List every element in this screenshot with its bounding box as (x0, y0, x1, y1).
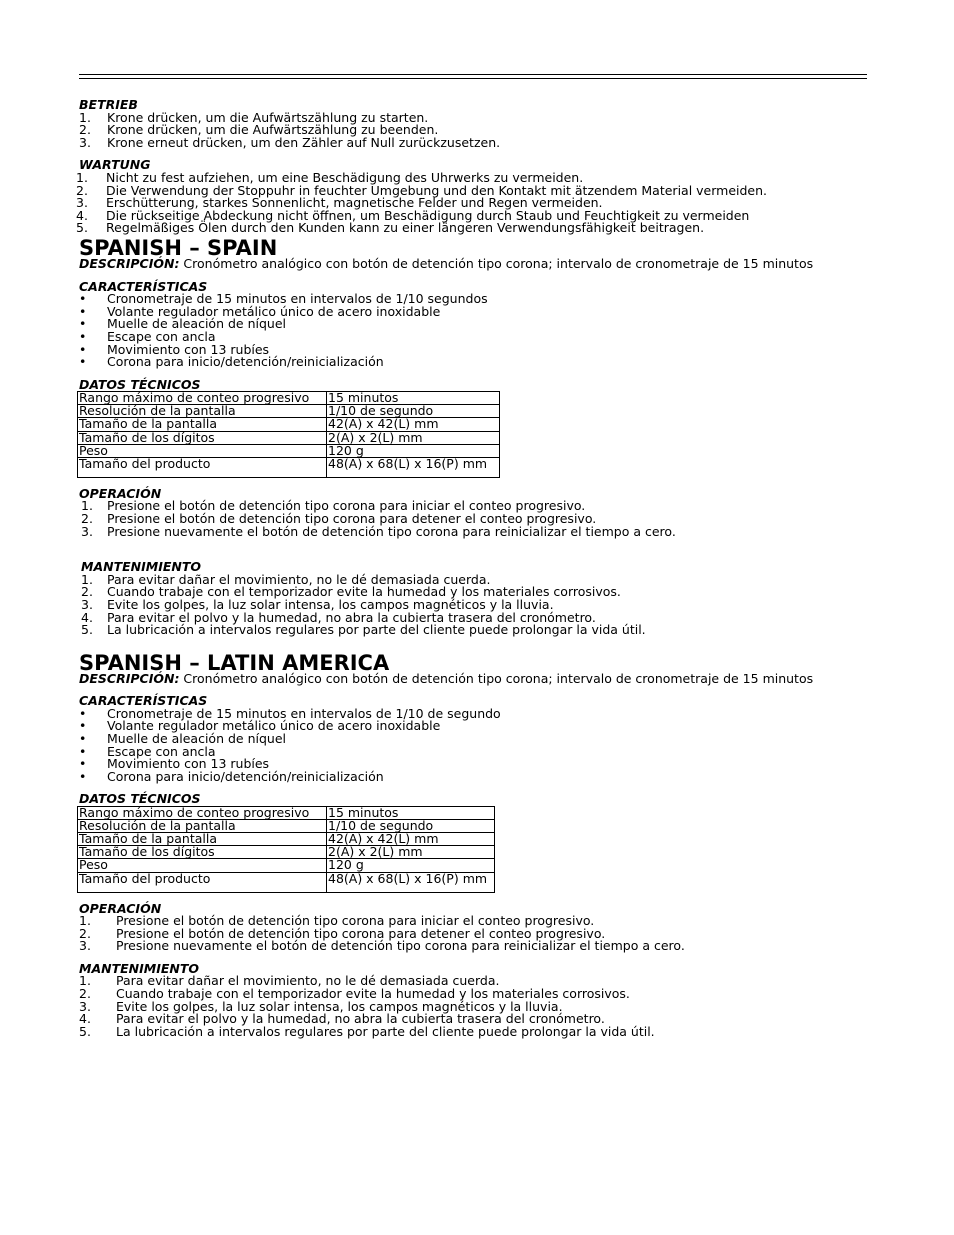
item-text: Para evitar dañar el movimiento, no le dé demasiada cuerda. (107, 571, 491, 587)
item-text: Escape con ancla (107, 328, 216, 344)
maintenance-heading: MANTENIMIENTO (81, 559, 201, 575)
description-text: Cronómetro analógico con botón de detención tipo corona; intervalo de cronometraje de 15 minutos (179, 670, 814, 686)
item-text: Escape con ancla (107, 743, 216, 759)
table-cell: 48(A) x 68(L) x 16(P) mm (327, 872, 495, 892)
item-text: Regelmäßiges Ölen durch den Kunden kann zu einer längeren Verwendungsfähigkeit beitragen. (106, 220, 705, 236)
bullet: • (79, 341, 87, 357)
table-cell: 48(A) x 68(L) x 16(P) mm (327, 457, 500, 477)
wartung-section (76, 157, 879, 236)
item-text: Die rückseitige Abdeckung nicht öffnen, um Beschädigung durch Staub und Feuchtigkeit zu vermeiden (106, 207, 750, 223)
features-heading: CARACTERÍSTICAS (79, 693, 208, 709)
maintenance-list (79, 571, 879, 638)
item-text: La lubricación a intervalos regulares por parte del cliente puede prolongar la vida útil. (116, 1023, 655, 1039)
table-cell: Tamaño de la pantalla (78, 418, 327, 431)
item-number: 1. (76, 169, 88, 185)
tech-data-heading: DATOS TÉCNICOS (79, 791, 201, 807)
item-text: Presione el botón de detención tipo corona para iniciar el conteo progresivo. (116, 913, 595, 929)
item-text: Erschütterung, starkes Sonnenlicht, magnetische Felder und Regen vermeiden. (106, 195, 603, 211)
item-text: Presione nuevamente el botón de detención tipo corona para reinicializar el tiempo a cero. (107, 523, 676, 539)
item-text: Muelle de aleación de níquel (107, 316, 286, 332)
table-cell: 15 minutos (327, 392, 500, 405)
table-row (78, 431, 500, 444)
table-cell: 120 g (327, 859, 495, 872)
item-text: Cuando trabaje con el temporizador evite la humedad y los materiales corrosivos. (116, 986, 630, 1002)
bullet: • (79, 731, 87, 747)
list-item (79, 356, 879, 369)
operation-list (79, 915, 879, 953)
betrieb-section (79, 99, 879, 149)
bullet: • (79, 756, 87, 772)
item-number: 3. (81, 523, 93, 539)
table-cell: Tamaño del producto (78, 457, 327, 477)
item-text: Movimiento con 13 rubíes (107, 341, 270, 357)
item-text: Para evitar el polvo y la humedad, no abra la cubierta trasera del cronómetro. (116, 1011, 605, 1027)
item-text: Para evitar el polvo y la humedad, no abra la cubierta trasera del cronómetro. (107, 609, 596, 625)
bullet: • (79, 291, 87, 307)
item-number: 4. (76, 207, 88, 223)
betrieb-list (79, 109, 879, 150)
item-text: Die Verwendung der Stoppuhr in feuchter Umgebung und den Kontakt mit ätzendem Material vermeiden. (106, 182, 768, 198)
item-text: Krone erneut drücken, um den Zähler auf Null zurückzusetzen. (107, 134, 501, 150)
list-item (79, 523, 879, 539)
item-text: Volante regulador metálico único de acero inoxidable (107, 303, 441, 319)
item-number: 3. (81, 596, 93, 612)
item-text: Evite los golpes, la luz solar intensa, los campos magnéticos y la lluvia. (116, 998, 563, 1014)
item-text: Para evitar dañar el movimiento, no le dé demasiada cuerda. (116, 973, 500, 989)
table-cell: Rango máximo de conteo progresivo (78, 392, 327, 405)
item-text: Presione el botón de detención tipo corona para detener el conteo progresivo. (116, 925, 606, 941)
operation-heading: OPERACIÓN (79, 900, 162, 916)
list-item (76, 220, 879, 236)
item-number: 3. (76, 195, 88, 211)
item-number: 2. (79, 986, 91, 1002)
list-item (79, 1023, 879, 1039)
item-text: Krone drücken, um die Aufwärtszählung zu starten. (107, 109, 429, 125)
item-number: 4. (79, 1011, 91, 1027)
description (79, 255, 879, 271)
item-number: 2. (79, 925, 91, 941)
tech-data-heading: DATOS TÉCNICOS (79, 376, 201, 392)
table-row (78, 846, 495, 859)
table-cell: 42(A) x 42(L) mm (327, 833, 495, 846)
table-cell: Peso (78, 444, 327, 457)
item-text: Presione el botón de detención tipo corona para iniciar el conteo progresivo. (107, 498, 586, 514)
table-cell: Rango máximo de conteo progresivo (78, 807, 327, 820)
maintenance-heading: MANTENIMIENTO (79, 960, 199, 976)
table-cell: 2(A) x 2(L) mm (327, 431, 500, 444)
table-cell: 15 minutos (327, 807, 495, 820)
item-number: 3. (79, 998, 91, 1014)
description-text: Cronómetro analógico con botón de detención tipo corona; intervalo de cronometraje de 15 minutos (179, 255, 814, 271)
item-number: 2. (81, 584, 93, 600)
list-item (79, 940, 879, 953)
item-text: Corona para inicio/detención/reinicialización (107, 768, 384, 784)
table-cell: Tamaño de la pantalla (78, 833, 327, 846)
table-cell: Tamaño de los dígitos (78, 846, 327, 859)
features-list (79, 293, 879, 369)
bullet: • (79, 303, 87, 319)
wartung-heading: WARTUNG (79, 157, 151, 173)
item-text: Movimiento con 13 rubíes (107, 756, 270, 772)
item-text: Evite los golpes, la luz solar intensa, los campos magnéticos y la lluvia. (107, 596, 554, 612)
table-cell: Resolución de la pantalla (78, 820, 327, 833)
operation-list (79, 500, 879, 538)
item-number: 2. (79, 122, 91, 138)
tech-data-table (77, 391, 500, 477)
table-cell: 120 g (327, 444, 500, 457)
table-cell: 42(A) x 42(L) mm (327, 418, 500, 431)
item-number: 5. (76, 220, 88, 236)
bullet: • (79, 316, 87, 332)
item-number: 1. (81, 571, 93, 587)
bullet: • (79, 743, 87, 759)
item-number: 5. (81, 622, 93, 638)
item-number: 2. (76, 182, 88, 198)
features-heading: CARACTERÍSTICAS (79, 278, 208, 294)
item-text: Volante regulador metálico único de acero inoxidable (107, 718, 441, 734)
bullet: • (79, 328, 87, 344)
item-number: 3. (79, 134, 91, 150)
item-text: Cronometraje de 15 minutos en intervalos de 1/10 de segundo (107, 705, 501, 721)
description-label: DESCRIPCIÓN: (79, 670, 180, 686)
document-body (76, 97, 879, 1039)
list-item (79, 768, 879, 784)
table-cell: Peso (78, 859, 327, 872)
item-text: Krone drücken, um die Aufwärtszählung zu beenden. (107, 122, 439, 138)
bullet: • (79, 354, 87, 370)
item-text: La lubricación a intervalos regulares por parte del cliente puede prolongar la vida útil. (107, 622, 646, 638)
item-number: 2. (81, 510, 93, 526)
item-text: Cronometraje de 15 minutos en intervalos de 1/10 segundos (107, 291, 488, 307)
item-text: Cuando trabaje con el temporizador evite la humedad y los materiales corrosivos. (107, 584, 621, 600)
features-list (79, 705, 879, 784)
table-cell: Tamaño de los dígitos (78, 431, 327, 444)
bullet: • (79, 705, 87, 721)
description (79, 670, 879, 686)
item-text: Presione nuevamente el botón de detención tipo corona para reinicializar el tiempo a cero. (116, 938, 685, 954)
table-cell: 1/10 de segundo (327, 405, 500, 418)
item-number: 3. (79, 938, 91, 954)
section-title: SPANISH – SPAIN (79, 235, 278, 260)
table-cell: 2(A) x 2(L) mm (327, 846, 495, 859)
section-title: SPANISH – LATIN AMERICA (79, 650, 390, 675)
operation-heading: OPERACIÓN (79, 485, 162, 501)
bullet: • (79, 768, 87, 784)
betrieb-heading: BETRIEB (79, 97, 138, 112)
item-number: 1. (79, 973, 91, 989)
item-text: Nicht zu fest aufziehen, um eine Beschädigung des Uhrwerks zu vermeiden. (106, 169, 584, 185)
header-double-rule (79, 74, 867, 79)
bullet: • (79, 718, 87, 734)
item-number: 1. (81, 498, 93, 514)
item-text: Presione el botón de detención tipo corona para detener el conteo progresivo. (107, 510, 597, 526)
item-text: Corona para inicio/detención/reinicialización (107, 354, 384, 370)
list-item (79, 134, 879, 150)
table-row (78, 457, 500, 477)
item-number: 5. (79, 1023, 91, 1039)
item-number: 1. (79, 109, 91, 125)
table-cell: Resolución de la pantalla (78, 405, 327, 418)
spanish-spain-section (79, 235, 879, 638)
item-text: Muelle de aleación de níquel (107, 731, 286, 747)
table-cell: 1/10 de segundo (327, 820, 495, 833)
spanish-latam-section (79, 650, 879, 1039)
wartung-list (76, 169, 879, 236)
table-row (78, 872, 495, 892)
description-label: DESCRIPCIÓN: (79, 255, 180, 271)
item-number: 1. (79, 913, 91, 929)
item-number: 4. (81, 609, 93, 625)
maintenance-list (79, 975, 879, 1038)
list-item (79, 624, 879, 637)
tech-data-table (77, 806, 495, 892)
table-cell: Tamaño del producto (78, 872, 327, 892)
